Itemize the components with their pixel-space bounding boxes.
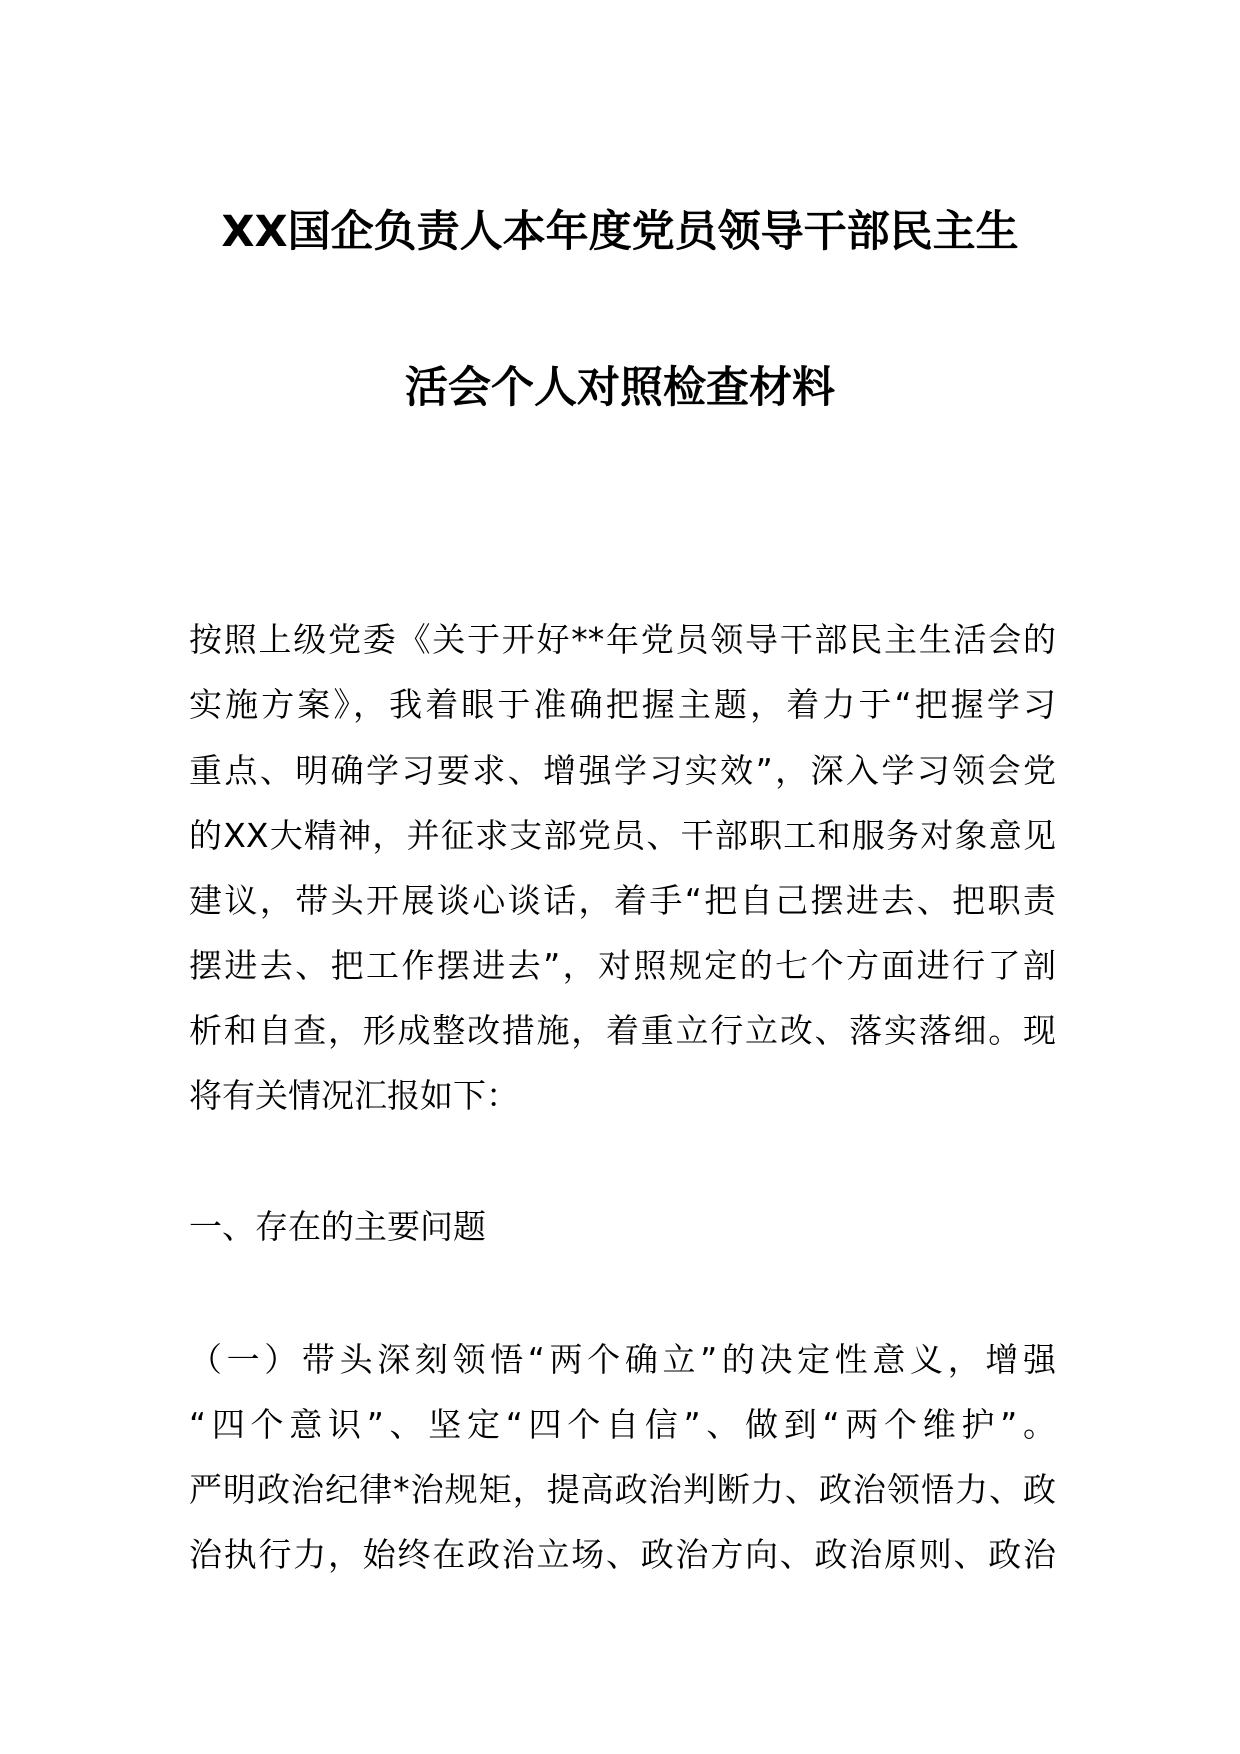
- section-paragraph-line: 严明政治纪律*治规矩，提高政治判断力、政治领悟力、政: [189, 1470, 1056, 1509]
- intro-paragraph-line: 将有关情况汇报如下：: [189, 1076, 519, 1115]
- document-title-line-1: XX国企负责人本年度党员领导干部民主生: [221, 207, 1019, 257]
- intro-paragraph-line: 的XX大精神，并征求支部党员、干部职工和服务对象意见: [189, 816, 1056, 855]
- intro-paragraph-line: 建议，带头开展谈心谈话，着手“把自己摆进去、把职责: [189, 881, 1056, 920]
- intro-paragraph-line: 摆进去、把工作摆进去”，对照规定的七个方面进行了剖: [189, 946, 1056, 985]
- intro-paragraph-line: 析和自查，形成整改措施，着重立行立改、落实落细。现: [189, 1011, 1056, 1050]
- intro-paragraph-line: 实施方案》，我着眼于准确把握主题，着力于“把握学习: [189, 685, 1056, 724]
- section-paragraph-line: （一）带头深刻领悟“两个确立”的决定性意义，增强: [189, 1340, 1056, 1379]
- section-heading: 一、存在的主要问题: [189, 1207, 486, 1246]
- document-title-line-2: 活会个人对照检查材料: [405, 363, 835, 413]
- intro-paragraph-line: 按照上级党委《关于开好**年党员领导干部民主生活会的: [189, 620, 1056, 659]
- section-paragraph-line: 治执行力，始终在政治立场、政治方向、政治原则、政治: [189, 1535, 1056, 1574]
- section-paragraph-line: “四个意识”、坚定“四个自信”、做到“两个维护”。: [189, 1405, 1056, 1444]
- intro-paragraph-line: 重点、明确学习要求、增强学习实效”，深入学习领会党: [189, 751, 1056, 790]
